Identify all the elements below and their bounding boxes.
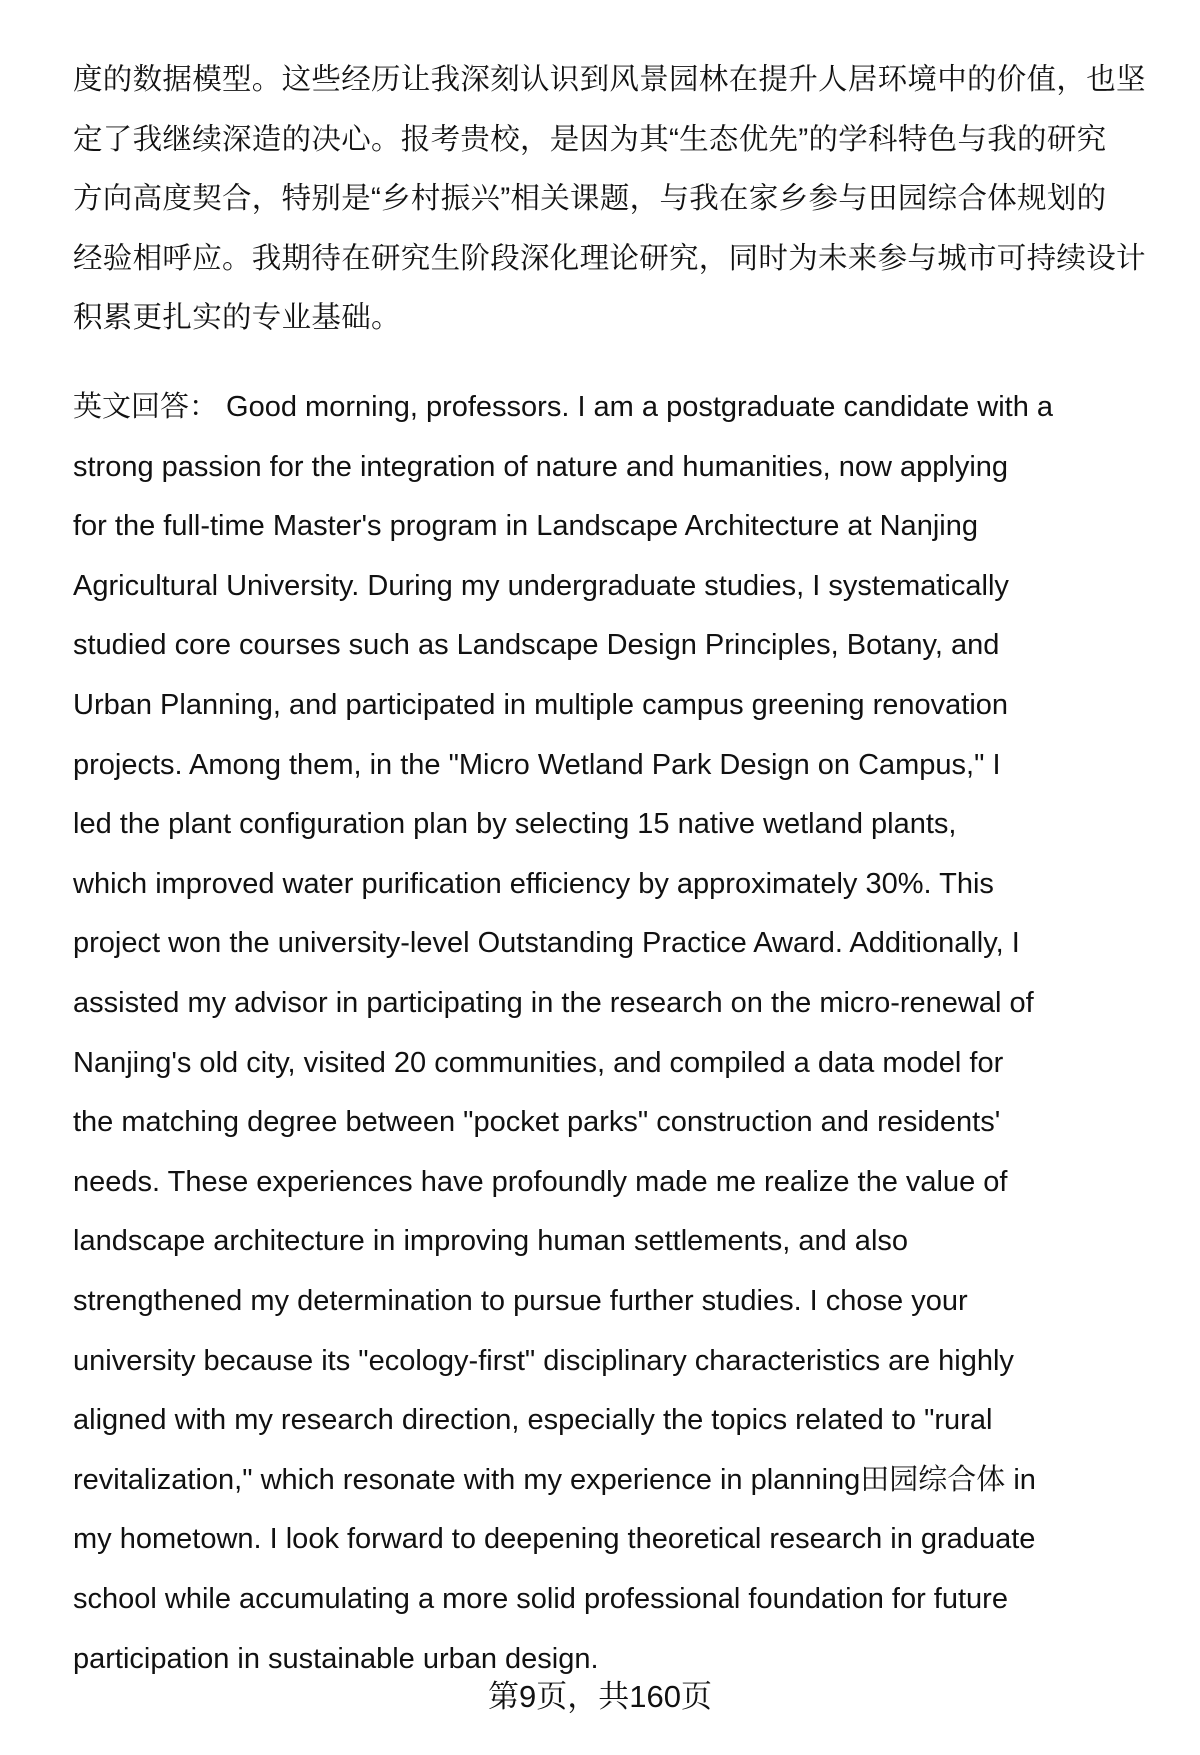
- text-line: aligned with my research direction, especially the topics related to "rural: [73, 1404, 993, 1437]
- text-line: strengthened my determination to pursue further studies. I chose your: [73, 1285, 968, 1317]
- text-line: led the plant configuration plan by selecting 15 native wetland plants,: [73, 808, 957, 841]
- text-line: for the full-time Master's program in Landscape Architecture at Nanjing: [73, 510, 978, 543]
- text-line: landscape architecture in improving human settlements, and also: [73, 1225, 909, 1258]
- text-line: revitalization," which resonate with my experience in planning田园综合体 in: [73, 1463, 1036, 1496]
- text-line: 经验相呼应。我期待在研究生阶段深化理论研究，同时为未来参与城市可持续设计: [73, 241, 1146, 275]
- text-line: my hometown. I look forward to deepening theoretical research in graduate: [73, 1523, 1036, 1556]
- text-line: 方向高度契合，特别是“乡村振兴”相关课题，与我在家乡参与田园综合体规划的: [73, 182, 1107, 216]
- text-line: the matching degree between "pocket parks" construction and residents': [73, 1106, 1001, 1139]
- text-line: studied core courses such as Landscape Design Principles, Botany, and: [73, 629, 1000, 662]
- text-line: needs. These experiences have profoundly made me realize the value of: [73, 1165, 1008, 1198]
- text-line: 积累更扎实的专业基础。: [73, 301, 401, 335]
- page-number-footer: 第9页，共160页: [488, 1679, 712, 1714]
- text-line: 度的数据模型。这些经历让我深刻认识到风景园林在提升人居环境中的价值，也坚: [73, 63, 1146, 96]
- text-line: university because its "ecology-first" disciplinary characteristics are highly: [73, 1344, 1014, 1377]
- text-line: assisted my advisor in participating in the research on the micro-renewal of: [73, 987, 1034, 1019]
- text-line: Agricultural University. During my undergraduate studies, I systematically: [73, 569, 1009, 602]
- text-line: projects. Among them, in the "Micro Wetland Park Design on Campus," I: [73, 748, 1001, 781]
- text-line: school while accumulating a more solid professional foundation for future: [73, 1583, 1008, 1615]
- text-line: 定了我继续深造的决心。报考贵校，是因为其“生态优先”的学科特色与我的研究: [73, 122, 1107, 156]
- text-line: which improved water purification efficiency by approximately 30%. This: [73, 867, 994, 900]
- text-line: Urban Planning, and participated in multiple campus greening renovation: [73, 689, 1009, 721]
- text-line: strong passion for the integration of nature and humanities, now applying: [73, 450, 1009, 483]
- text-line: participation in sustainable urban design.: [73, 1642, 599, 1675]
- text-line: 英文回答： Good morning, professors. I am a postgraduate candidate with a: [73, 391, 1054, 423]
- text-line: project won the university-level Outstanding Practice Award. Additionally, I: [73, 927, 1020, 960]
- text-line: Nanjing's old city, visited 20 communities, and compiled a data model for: [73, 1046, 1004, 1079]
